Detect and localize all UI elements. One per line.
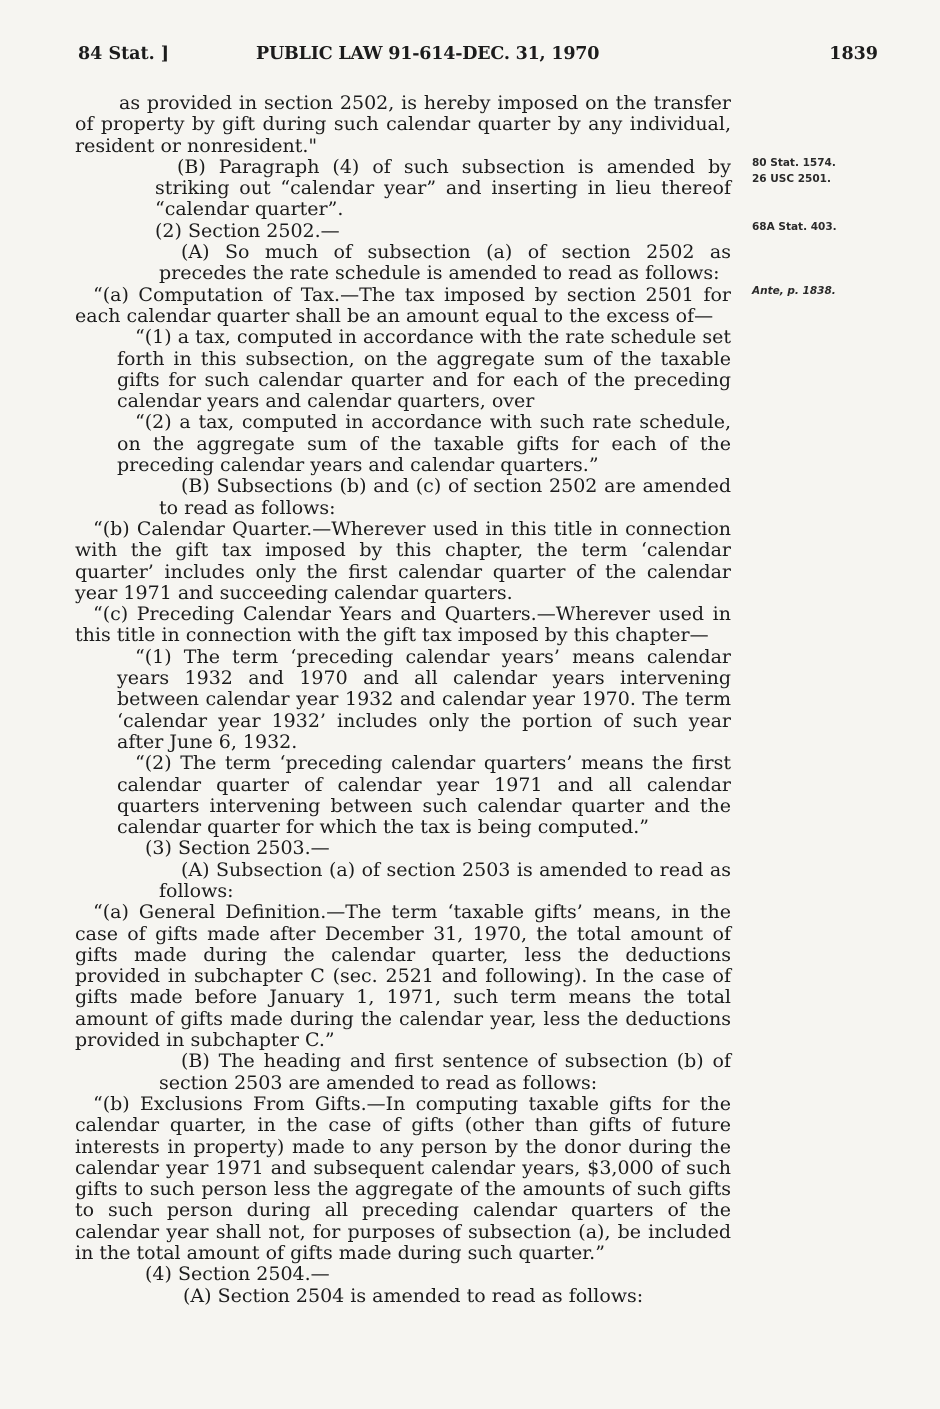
paragraph: “(b) Calendar Quarter.—Wherever used in this title in connection with the gift tax imposed by this chapter, the term ‘calendar quarter’ includes only the first calendar quarter of the calendar year 1971 and succeeding calendar quarters. [75,517,731,604]
paragraph: (B) Paragraph (4) of such subsection is amended by striking out “calendar year” and inserting in lieu thereof “calendar quarter”. [155,155,731,221]
paragraph: “(a) General Definition.—The term ‘taxable gifts’ means, in the case of gifts made after December 31, 1970, the total amount of gifts made during the calendar quarter, less the deductions provided in subchapter C (sec. 2521 and following). In the case of gifts made before January 1, 1971, such term means the total amount of gifts made during the calendar year, less the deductions provided in subchapter C.” [75,901,731,1052]
paragraph: (B) The heading and first sentence of subsection (b) of section 2503 are amended to read as follows: [159,1050,731,1094]
paragraph: (B) Subsections (b) and (c) of section 2502 are amended to read as follows: [159,475,731,519]
paragraph: “(a) Computation of Tax.—The tax imposed by section 2501 for each calendar quarter shall be an amount equal to the excess of— [75,283,731,327]
paragraph: (A) Subsection (a) of section 2503 is amended to read as follows: [159,858,731,902]
section-heading: (2) Section 2502.— [155,219,340,242]
statute-volume: 84 Stat. ] [78,44,170,64]
page-number: 1839 [829,44,878,64]
paragraph: (A) So much of subsection (a) of section 2502 as precedes the rate schedule is amended to read as follows: [159,241,731,285]
paragraph: “(1) The term ‘preceding calendar years’ means calendar years 1932 and 1970 and all calendar years intervening between calendar year 1932 and calendar year 1970. The term ‘calendar year 1932’ includes only the portion of such year after June 6, 1932. [117,645,731,753]
statute-body [75,93,731,1307]
margin-note-stat-1574: 80 Stat. 1574. 26 USC 2501. [752,157,836,185]
paragraph: “(c) Preceding Calendar Years and Quarters.—Wherever used in this title in connection with the gift tax imposed by this chapter— [75,603,731,647]
margin-note-stat-403: 68A Stat. 403. [752,221,837,233]
section-heading: (4) Section 2504.— [145,1263,330,1286]
paragraph: “(2) The term ‘preceding calendar quarters’ means the first calendar quarter of calendar year 1971 and all calendar quarters intervening between such calendar quarter and the calendar quarter for which the tax is being computed.” [117,752,731,839]
paragraph: “(2) a tax, computed in accordance with such rate schedule, on the aggregate sum of the taxable gifts for each of the preceding calendar years and calendar quarters.” [117,411,731,477]
paragraph: “(b) Exclusions From Gifts.—In computing taxable gifts for the calendar quarter, in the case of gifts (other than gifts of future interests in property) made to any person by the donor during the calendar year 1971 and subsequent calendar years, $3,000 of such gifts to such person less the aggregate of the amounts of such gifts to such person during all preceding calendar quarters of the calendar year shall not, for purposes of subsection (a), be included in the total amount of gifts made during such quarter.” [75,1092,731,1265]
paragraph: “(1) a tax, computed in accordance with the rate schedule set forth in this subsection, on the aggregate sum of the taxable gifts for such calendar quarter and for each of the preceding calendar years and calendar quarters, over [117,326,731,413]
public-law-title: PUBLIC LAW 91-614-DEC. 31, 1970 [256,44,600,64]
section-heading: (3) Section 2503.— [145,837,330,860]
margin-note-ante: Ante, p. 1838. [752,285,836,297]
paragraph: (A) Section 2504 is amended to read as follows: [183,1284,644,1307]
page-header [78,44,878,74]
paragraph: as provided in section 2502, is hereby imposed on the transfer of property by gift during such calendar quarter by any individual, resident or nonresident." [75,92,731,157]
